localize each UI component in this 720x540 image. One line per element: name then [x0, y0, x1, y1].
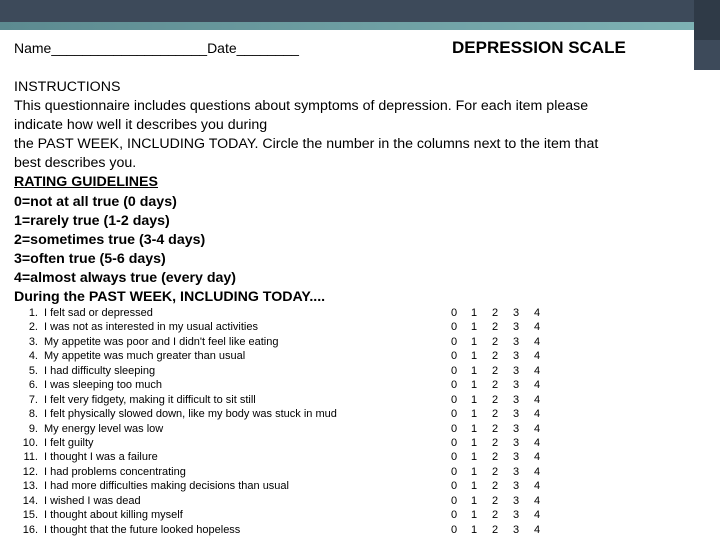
score-option-3[interactable]: 3: [512, 422, 520, 435]
question-row: [14, 465, 574, 479]
score-option-3[interactable]: 3: [512, 480, 520, 493]
score-option-3[interactable]: 3: [512, 436, 520, 449]
score-option-0[interactable]: 0: [450, 408, 458, 421]
question-number: 12.: [22, 465, 38, 478]
question-row: [14, 364, 574, 378]
instructions-line: indicate how well it describes you during: [14, 117, 268, 134]
question-number: 8.: [28, 408, 38, 421]
rating-guideline: 2=sometimes true (3-4 days): [14, 231, 206, 248]
score-option-4[interactable]: 4: [533, 364, 541, 377]
question-number: 1.: [28, 307, 38, 319]
score-option-0[interactable]: 0: [450, 335, 458, 348]
score-option-2[interactable]: 2: [491, 350, 499, 363]
score-option-3[interactable]: 3: [512, 335, 520, 348]
score-option-3[interactable]: 3: [512, 307, 520, 319]
score-option-3[interactable]: 3: [512, 465, 520, 478]
score-option-3[interactable]: 3: [512, 523, 520, 536]
score-option-4[interactable]: 4: [533, 408, 541, 421]
score-option-4[interactable]: 4: [533, 509, 541, 522]
rating-guideline: 1=rarely true (1-2 days): [14, 212, 170, 229]
question-prompt: During the PAST WEEK, INCLUDING TODAY....: [14, 289, 326, 306]
question-text: I felt physically slowed down, like my body was stuck in mud: [44, 408, 337, 421]
question-number: 13.: [22, 480, 38, 493]
question-row: [14, 349, 574, 363]
score-option-4[interactable]: 4: [533, 480, 541, 493]
score-option-2[interactable]: 2: [491, 436, 499, 449]
slide-top-bar: [0, 0, 720, 22]
question-number: 9.: [28, 422, 38, 435]
score-option-2[interactable]: 2: [491, 494, 499, 507]
question-text: I was not as interested in my usual activities: [44, 321, 258, 334]
score-option-0[interactable]: 0: [450, 393, 458, 406]
question-row: [14, 494, 574, 508]
instructions-line: the PAST WEEK, INCLUDING TODAY. Circle the number in the columns next to the item that: [14, 136, 599, 153]
score-option-0[interactable]: 0: [450, 379, 458, 392]
question-text: My appetite was much greater than usual: [44, 350, 246, 363]
question-number: 11.: [23, 451, 38, 464]
score-option-3[interactable]: 3: [512, 350, 520, 363]
score-option-3[interactable]: 3: [512, 379, 520, 392]
slide-accent-stripe: [0, 22, 720, 30]
score-option-2[interactable]: 2: [491, 480, 499, 493]
score-option-1[interactable]: 1: [470, 379, 478, 392]
score-option-4[interactable]: 4: [533, 379, 541, 392]
question-row: [14, 393, 574, 407]
question-text: I thought about killing myself: [44, 509, 183, 522]
score-option-3[interactable]: 3: [512, 451, 520, 464]
score-option-1[interactable]: 1: [470, 321, 478, 334]
question-number: 16.: [22, 523, 38, 536]
score-option-2[interactable]: 2: [491, 408, 499, 421]
score-option-1[interactable]: 1: [470, 494, 478, 507]
score-option-3[interactable]: 3: [512, 408, 520, 421]
question-number: 10.: [22, 436, 38, 449]
score-option-4[interactable]: 4: [533, 451, 541, 464]
question-row: [14, 450, 574, 464]
question-row: [14, 479, 574, 493]
score-option-3[interactable]: 3: [512, 494, 520, 507]
question-number: 3.: [28, 335, 38, 348]
score-option-0[interactable]: 0: [450, 523, 458, 536]
score-option-2[interactable]: 2: [491, 465, 499, 478]
question-text: I had problems concentrating: [44, 465, 186, 478]
score-option-1[interactable]: 1: [470, 422, 478, 435]
score-option-4[interactable]: 4: [533, 307, 541, 319]
question-row: [14, 422, 574, 436]
score-option-1[interactable]: 1: [470, 509, 478, 522]
score-option-2[interactable]: 2: [491, 393, 499, 406]
score-option-4[interactable]: 4: [533, 436, 541, 449]
score-option-1[interactable]: 1: [470, 408, 478, 421]
score-option-0[interactable]: 0: [450, 436, 458, 449]
score-option-0[interactable]: 0: [450, 494, 458, 507]
question-number: 14.: [22, 494, 38, 507]
question-text: I thought that the future looked hopeless: [44, 523, 241, 536]
score-option-4[interactable]: 4: [533, 335, 541, 348]
score-option-0[interactable]: 0: [450, 509, 458, 522]
score-option-1[interactable]: 1: [470, 523, 478, 536]
question-number: 5.: [28, 364, 38, 377]
page-title: DEPRESSION SCALE: [452, 38, 626, 57]
question-row: [14, 407, 574, 421]
score-option-0[interactable]: 0: [450, 364, 458, 377]
score-option-1[interactable]: 1: [470, 393, 478, 406]
question-number: 2.: [28, 321, 38, 334]
question-row: [14, 508, 574, 522]
question-row: [14, 320, 574, 334]
score-option-4[interactable]: 4: [533, 465, 541, 478]
slide-corner-decoration: [694, 0, 720, 70]
score-option-1[interactable]: 1: [470, 465, 478, 478]
question-text: I wished I was dead: [44, 494, 141, 507]
score-option-0[interactable]: 0: [450, 451, 458, 464]
score-option-4[interactable]: 4: [533, 350, 541, 363]
slide-corner-decoration-inner: [694, 0, 720, 40]
instructions-line: best describes you.: [14, 155, 137, 172]
score-option-1[interactable]: 1: [470, 350, 478, 363]
score-option-2[interactable]: 2: [491, 379, 499, 392]
score-option-2[interactable]: 2: [491, 509, 499, 522]
score-option-1[interactable]: 1: [470, 364, 478, 377]
score-option-4[interactable]: 4: [533, 494, 541, 507]
question-row: [14, 335, 574, 349]
name-date-line: Name____________________Date________: [14, 40, 299, 56]
score-option-2[interactable]: 2: [491, 307, 499, 319]
score-option-1[interactable]: 1: [470, 436, 478, 449]
question-text: I felt very fidgety, making it difficult to sit still: [44, 393, 256, 406]
score-option-1[interactable]: 1: [470, 451, 478, 464]
header-row: [14, 38, 694, 58]
score-option-4[interactable]: 4: [533, 523, 541, 536]
rating-guideline: 3=often true (5-6 days): [14, 250, 166, 267]
score-option-4[interactable]: 4: [533, 393, 541, 406]
score-option-2[interactable]: 2: [491, 422, 499, 435]
score-option-2[interactable]: 2: [491, 364, 499, 377]
score-option-0[interactable]: 0: [450, 350, 458, 363]
score-option-3[interactable]: 3: [512, 393, 520, 406]
rating-guideline: 4=almost always true (every day): [14, 269, 236, 286]
instructions-heading: INSTRUCTIONS: [14, 79, 121, 95]
score-option-2[interactable]: 2: [491, 523, 499, 536]
score-option-2[interactable]: 2: [491, 321, 499, 334]
question-list: [14, 306, 574, 537]
instructions-line: This questionnaire includes questions about symptoms of depression. For each item please: [14, 98, 589, 115]
score-option-1[interactable]: 1: [470, 307, 478, 319]
question-text: I thought I was a failure: [44, 451, 158, 464]
question-text: I felt sad or depressed: [44, 307, 153, 319]
question-row: [14, 436, 574, 450]
score-option-0[interactable]: 0: [450, 480, 458, 493]
score-option-4[interactable]: 4: [533, 422, 541, 435]
question-text: I felt guilty: [44, 436, 94, 449]
score-option-4[interactable]: 4: [533, 321, 541, 334]
score-option-0[interactable]: 0: [450, 422, 458, 435]
question-text: I was sleeping too much: [44, 379, 163, 392]
question-text: My energy level was low: [44, 422, 164, 435]
question-row: [14, 378, 574, 392]
score-option-1[interactable]: 1: [470, 335, 478, 348]
question-row: [14, 306, 574, 320]
question-number: 6.: [28, 379, 38, 392]
rating-guideline: 0=not at all true (0 days): [14, 193, 177, 210]
score-option-3[interactable]: 3: [512, 509, 520, 522]
score-option-0[interactable]: 0: [450, 307, 458, 319]
score-option-3[interactable]: 3: [512, 321, 520, 334]
score-option-2[interactable]: 2: [491, 451, 499, 464]
question-text: I had more difficulties making decisions than usual: [44, 480, 289, 493]
score-option-1[interactable]: 1: [470, 480, 478, 493]
score-option-2[interactable]: 2: [491, 335, 499, 348]
instructions-block: [14, 78, 694, 307]
question-number: 7.: [28, 393, 38, 406]
score-option-0[interactable]: 0: [450, 465, 458, 478]
question-text: I had difficulty sleeping: [44, 364, 156, 377]
score-option-0[interactable]: 0: [450, 321, 458, 334]
question-row: [14, 523, 574, 537]
question-number: 4.: [28, 350, 38, 363]
question-number: 15.: [22, 509, 38, 522]
rating-guidelines-heading: RATING GUIDELINES: [14, 174, 158, 191]
question-text: My appetite was poor and I didn't feel like eating: [44, 335, 279, 348]
score-option-3[interactable]: 3: [512, 364, 520, 377]
